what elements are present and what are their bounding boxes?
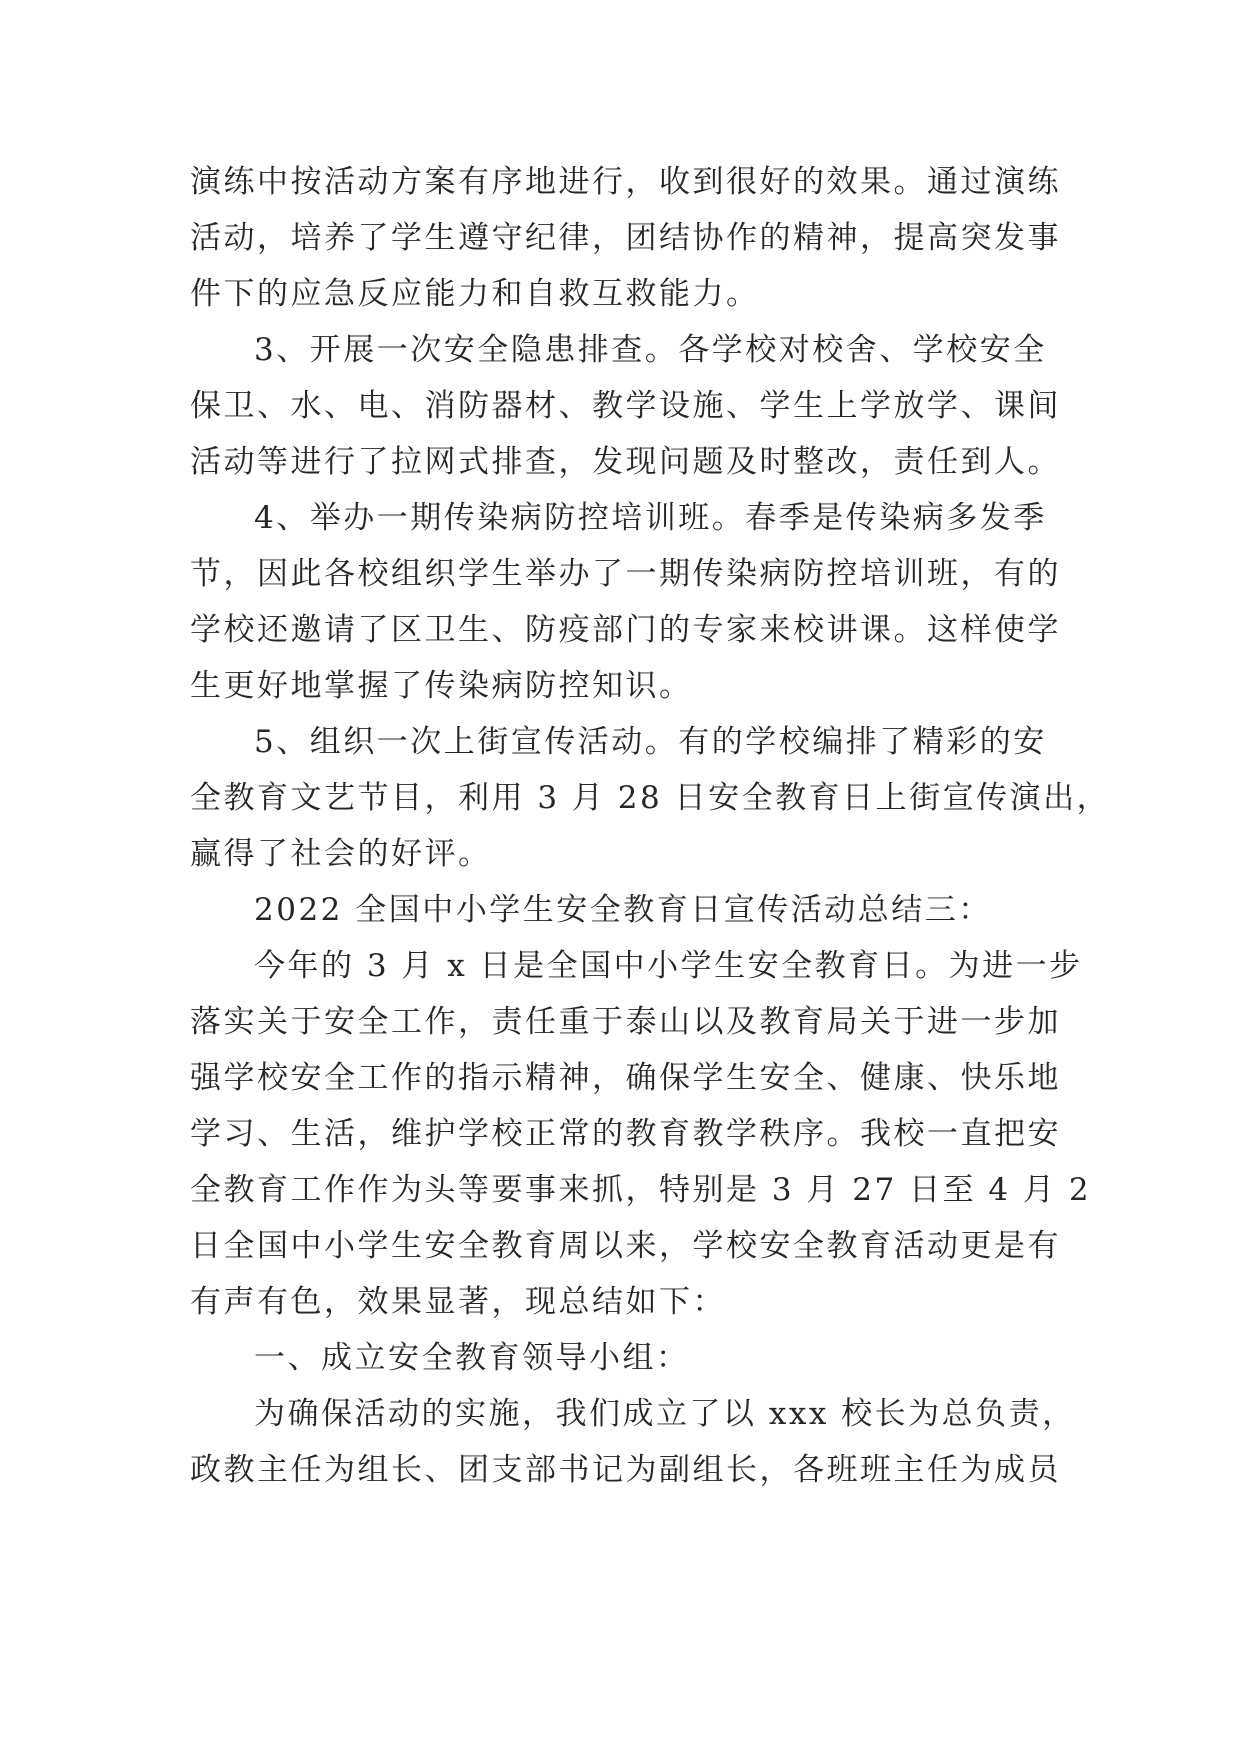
text-line: 件下的应急反应能力和自救互救能力。: [190, 276, 760, 312]
paragraph-start-line: 今年的 3 月 x 日是全国中小学生安全教育日。为进一步: [254, 948, 1083, 984]
text-line: 学习、生活，维护学校正常的教育教学秩序。我校一直把安: [190, 1116, 1061, 1152]
subsection-heading: 一、成立安全教育领导小组：: [254, 1340, 690, 1376]
text-line: 演练中按活动方案有序地进行，收到很好的效果。通过演练: [190, 164, 1061, 200]
text-line: 保卫、水、电、消防器材、教学设施、学生上学放学、课间: [190, 388, 1061, 424]
text-line: 节，因此各校组织学生举办了一期传染病防控培训班，有的: [190, 556, 1061, 592]
text-line: 学校还邀请了区卫生、防疫部门的专家来校讲课。这样使学: [190, 612, 1061, 648]
text-line: 强学校安全工作的指示精神，确保学生安全、健康、快乐地: [190, 1060, 1061, 1096]
paragraph-start-line: 5、组织一次上街宣传活动。有的学校编排了精彩的安: [254, 724, 1047, 760]
text-line: 日全国中小学生安全教育周以来，学校安全教育活动更是有: [190, 1228, 1061, 1264]
text-line: 政教主任为组长、团支部书记为副组长，各班班主任为成员: [190, 1452, 1061, 1488]
paragraph-start-line: 4、举办一期传染病防控培训班。春季是传染病多发季: [254, 500, 1047, 536]
text-line: 赢得了社会的好评。: [190, 836, 492, 872]
text-line: 全教育文艺节目，利用 3 月 28 日安全教育日上街宣传演出，: [190, 780, 1111, 816]
text-line: 活动等进行了拉网式排查，发现问题及时整改，责任到人。: [190, 444, 1061, 480]
paragraph-start-line: 为确保活动的实施，我们成立了以 xxx 校长为总负责，: [254, 1396, 1076, 1432]
section-heading: 2022 全国中小学生安全教育日宣传活动总结三：: [254, 892, 992, 928]
text-line: 落实关于安全工作，责任重于泰山以及教育局关于进一步加: [190, 1004, 1061, 1040]
text-line: 有声有色，效果显著，现总结如下：: [190, 1284, 726, 1320]
paragraph-start-line: 3、开展一次安全隐患排查。各学校对校舍、学校安全: [254, 332, 1047, 368]
text-line: 生更好地掌握了传染病防控知识。: [190, 668, 693, 704]
text-line: 活动，培养了学生遵守纪律，团结协作的精神，提高突发事: [190, 220, 1061, 256]
text-line: 全教育工作作为头等要事来抓，特别是 3 月 27 日至 4 月 2: [190, 1172, 1092, 1208]
